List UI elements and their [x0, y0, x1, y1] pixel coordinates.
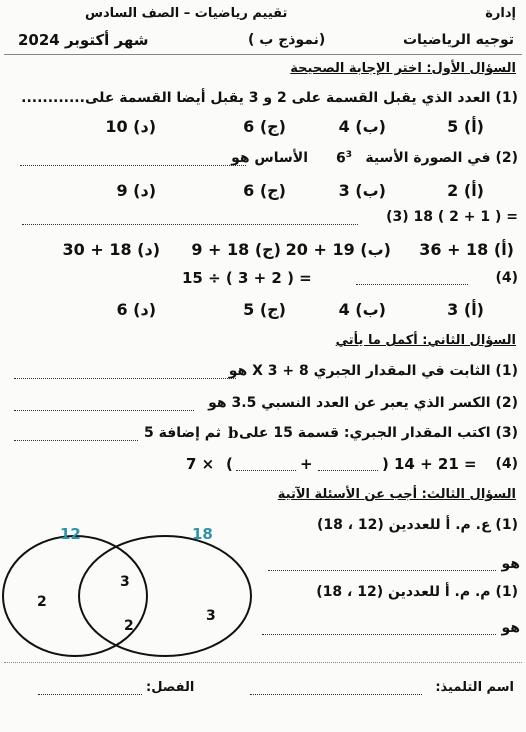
section2-title: السؤال الثاني: أكمل ما يأتي — [335, 333, 516, 348]
s2-q4-close: ) — [382, 455, 389, 473]
s2-q4-plus: + — [300, 455, 313, 473]
header-admin: إدارة — [485, 6, 516, 21]
s1-q4-number: (4) — [495, 270, 518, 286]
s2-q4-left: 14 + 21 = — [394, 455, 477, 473]
s1-q2-option-d: (د) 9 — [116, 181, 156, 200]
s1-q3-option-c: (ج) 18 + 9 — [191, 240, 281, 259]
s1-q4-text: 15 ÷ ( 3 + 2 ) = — [182, 269, 312, 287]
footer-divider — [4, 662, 522, 663]
s1-q2-option-b: (ب) 3 — [338, 181, 386, 200]
s2-q2-text: (2) الكسر الذي يعبر عن العدد النسبي 3.5 هو — [208, 395, 518, 411]
venn-label-18: 18 — [192, 525, 213, 543]
s2-q4-open: ( — [226, 455, 233, 473]
venn-right-only-value: 3 — [206, 608, 216, 624]
s1-q1-option-c: (ج) 6 — [243, 117, 286, 136]
s1-q2-base-value: 6 — [336, 150, 346, 167]
s1-q1-text: (1) العدد الذي يقبل القسمة على 2 و 3 يقبل أيضا القسمة على............ — [21, 90, 518, 106]
s2-q4-number: (4) — [495, 456, 518, 472]
s1-q2-option-c: (ج) 6 — [243, 181, 286, 200]
venn-circle-18 — [79, 536, 251, 656]
s3-q1-text: (1) ع. م. أ للعددين (12 ، 18) — [316, 517, 518, 533]
header-model: (نموذج ب ) — [248, 32, 326, 48]
s1-q4-option-a: (أ) 3 — [447, 300, 484, 319]
s3-q1-answer-label: هو — [501, 556, 520, 572]
venn-circle-12 — [3, 536, 147, 656]
s1-q3-option-d: (د) 18 + 30 — [62, 240, 160, 259]
s2-q1-text: (1) الثابت في المقدار الجبري 8 + X 3 هو — [228, 363, 518, 379]
s3-q2-answer-label: هو — [501, 620, 520, 636]
section1-title: السؤال الأول: اختر الإجابة الصحيحة — [290, 61, 516, 76]
s1-q3-option-b: (ب) 19 + 20 — [285, 240, 391, 259]
footer-student-label: اسم التلميذ: — [435, 680, 514, 695]
s1-q1-option-a: (أ) 5 — [447, 117, 484, 136]
header-month: شهر أكتوبر 2024 — [18, 31, 149, 49]
s2-q3-text-a: (3) اكتب المقدار الجبري: قسمة 15 على — [239, 425, 518, 441]
header-title: تقييم رياضيات – الصف السادس — [85, 6, 288, 21]
s1-q4-option-c: (ج) 5 — [243, 300, 286, 319]
venn-left-only-value: 2 — [37, 594, 47, 610]
s1-q2-text-a: (2) في الصورة الأسية — [365, 150, 518, 166]
s1-q4-option-d: (د) 6 — [116, 300, 156, 319]
venn-intersection-top: 3 — [120, 574, 130, 590]
s1-q3-option-a: (أ) 18 + 36 — [419, 240, 514, 259]
s3-q2-text: (1) م. م. أ للعددين (12 ، 18) — [316, 584, 518, 600]
footer-class-line[interactable] — [38, 694, 142, 695]
venn-label-12: 12 — [60, 525, 81, 543]
venn-intersection-bottom: 2 — [124, 618, 134, 634]
s2-q4-mult: 7 × — [186, 455, 215, 473]
s1-q4-option-b: (ب) 4 — [338, 300, 386, 319]
s1-q3-text: (3) 18 ( 2 + 1 ) = — [386, 209, 518, 225]
s1-q1-option-b: (ب) 4 — [338, 117, 386, 136]
s2-q3-variable: b — [228, 424, 239, 442]
s1-q2-text-b: الأساس هو — [231, 150, 308, 166]
footer-student-line[interactable] — [250, 694, 422, 695]
footer-class-label: الفصل: — [146, 680, 195, 695]
s1-q1-option-d: (د) 10 — [105, 117, 156, 136]
header-subject: توجيه الرياضيات — [402, 32, 514, 48]
s1-q2-exponent: 3 — [345, 150, 353, 160]
section3-title: السؤال الثالث: أجب عن الأسئلة الآتية — [277, 487, 516, 502]
s2-q3-text-c: ثم إضافة 5 — [144, 425, 221, 441]
s1-q2-option-a: (أ) 2 — [447, 181, 484, 200]
